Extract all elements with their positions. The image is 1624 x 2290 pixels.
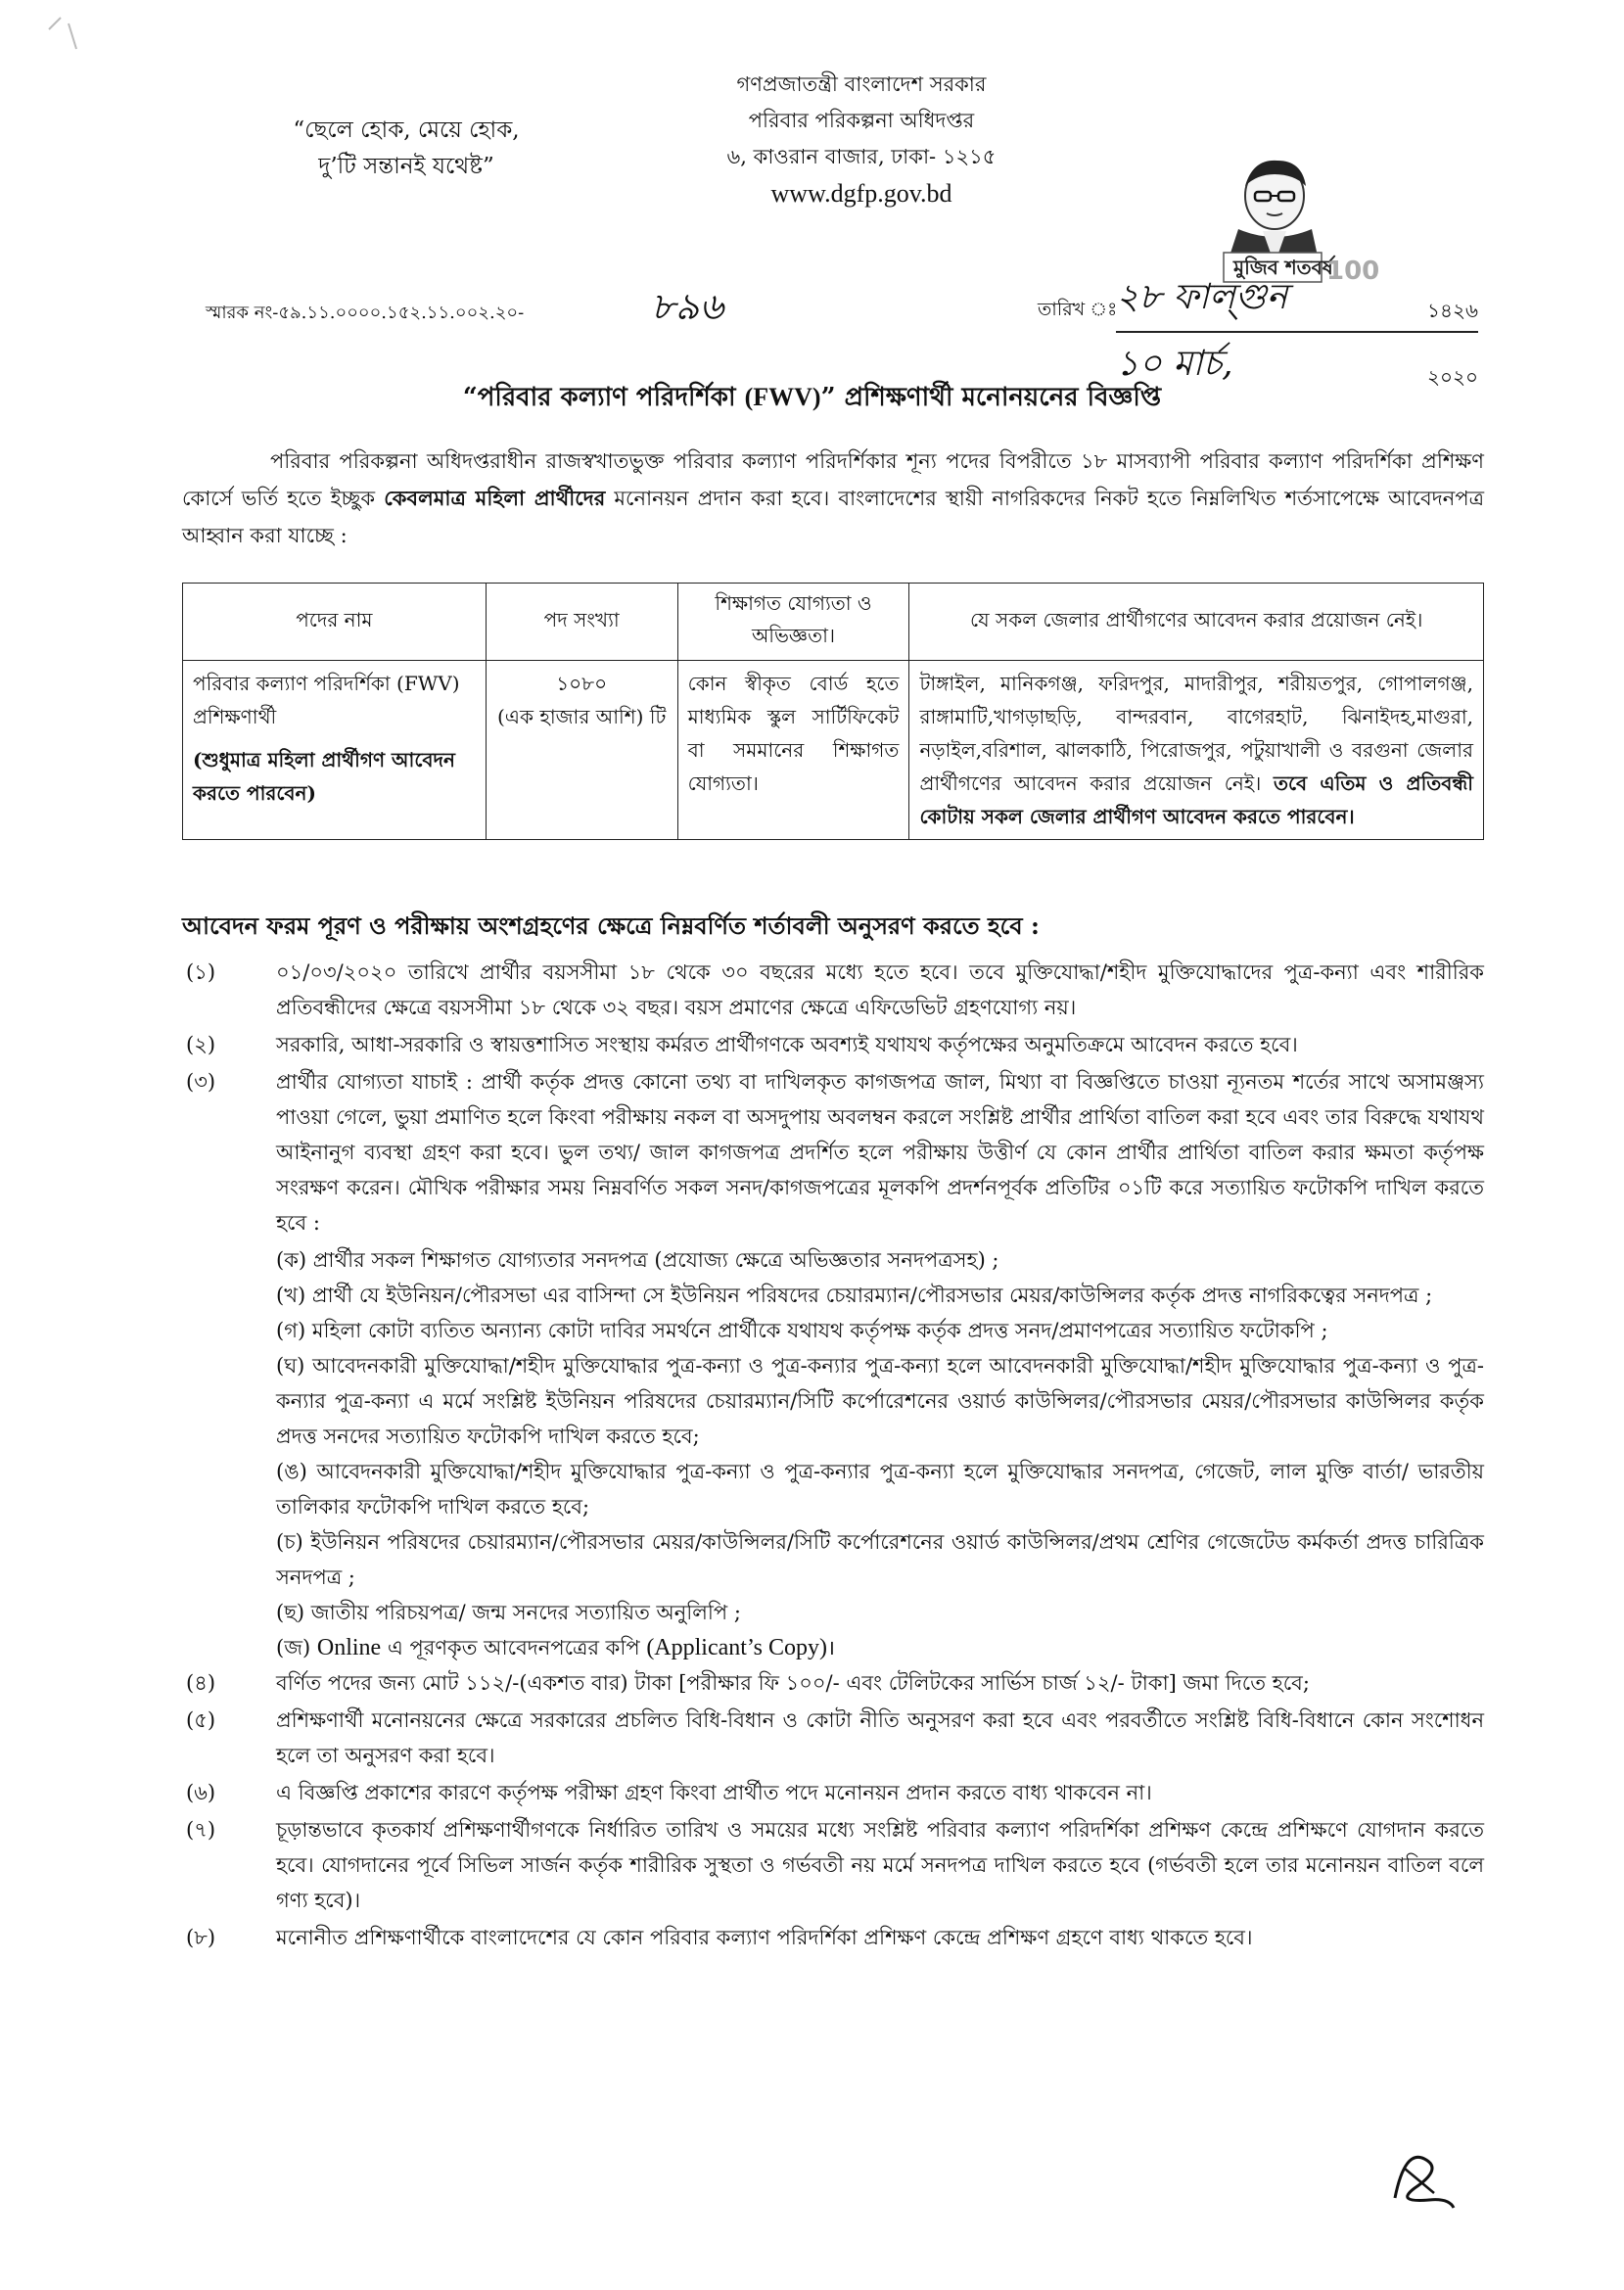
sub-item-j [182, 1630, 1484, 1665]
list-item-text: চূড়ান্তভাবে কৃতকার্য প্রশিক্ষণার্থীগণকে নির্ধারিত তারিখ ও সময়ের মধ্যে সংশ্লিষ্ট পরিবার কল্যাণ পরিদর্শিকা প্রশিক্ষণ কেন্দ্রে প্রশিক্ষণে যোগদান করতে হবে। যোগদানের পূর্বে সিভিল সার্জন কর্তৃক শারীরিক সুস্থতা ও গর্ভবতী নয় মর্মে সনদপত্র দাখিল করতে হবে (গর্ভবতী হলে তার মনোনয়ন বাতিল বলে গণ্য হবে)। [276, 1818, 1484, 1912]
post-name: পরিবার কল্যাণ পরিদর্শিকা (FWV) প্রশিক্ষণার্থী [193, 672, 460, 728]
slogan [245, 113, 568, 185]
sub-item: (ঙ) আবেদনকারী মুক্তিযোদ্ধা/শহীদ মুক্তিযোদ্ধার পুত্র-কন্যা ও পুত্র-কন্যার পুত্র-কন্যা হলে মুক্তিযোদ্ধার সনদপত্র, গেজেট, লাল মুক্তি বার্তা/ ভারতীয় তালিকার ফটোকপি দাখিল করতে হবে; [276, 1460, 1484, 1519]
list-item-number: (৪) [186, 1671, 216, 1695]
table-header-post-name: পদের নাম [183, 584, 487, 661]
table-header-excluded-districts: যে সকল জেলার প্রার্থীগণের আবেদন করার প্রয়োজন নেই। [909, 584, 1484, 661]
districts-exception: তবে এতিম ও প্রতিবন্ধী কোটায় সকল জেলার প্রার্থীগণ আবেদন করতে পারবেন। [919, 771, 1473, 828]
conditions-heading: আবেদন ফরম পূরণ ও পরীক্ষায় অংশগ্রহণের ক্ষেত্রে নিম্নবর্ণিত শর্তাবলী অনুসরণ করতে হবে : [182, 911, 1040, 940]
date-english-year: ২০২০ [1426, 365, 1478, 389]
list-item-text: প্রার্থীর যোগ্যতা যাচাই : প্রার্থী কর্তৃক প্রদত্ত কোনো তথ্য বা দাখিলকৃত কাগজপত্র জাল, মিথ্যা বা বিজ্ঞপ্তিতে চাওয়া ন্যূনতম শর্তের সাথে অসামঞ্জস্য পাওয়া গেলে, ভুয়া প্রমাণিত হলে কিংবা পরীক্ষায় নকল বা অসদুপায় অবলম্বন করলে সংশ্লিষ্ট প্রার্থীর প্রার্থিতা বাতিল করা হবে এবং তার বিরুদ্ধে যথাযথ আইনানুগ ব্যবস্থা গ্রহণ করা হবে। ভুল তথ্য/ জাল কাগজপত্র প্রদর্শিত হলে পরীক্ষায় উত্তীর্ণ যে কোন প্রার্থীর প্রার্থিতা বাতিল করার ক্ষমতা কর্তৃপক্ষ সংরক্ষণ করেন। মৌখিক পরীক্ষার সময় নিম্নবর্ণিত সকল সনদ/কাগজপত্রের মূলকপি প্রদর্শনপূর্বক প্রতিটির ০১টি করে সত্যায়িত ফটোকপি দাখিল করতে হবে : [276, 1070, 1484, 1235]
post-count-number: ১০৮০ [556, 672, 608, 695]
list-item-number: (৬) [186, 1781, 216, 1804]
slogan-line-2: দু’টি সন্তানই যথেষ্ট” [318, 154, 494, 179]
post-note: (শুধুমাত্র মহিলা প্রার্থীগণ আবেদন করতে পারবেন) [193, 748, 455, 805]
sub-item-j-middle: এ পূরণকৃত আবেদনপত্রের কপি [381, 1636, 647, 1659]
cell-districts [909, 661, 1484, 840]
list-item [182, 1812, 1484, 1918]
sub-item: (চ) ইউনিয়ন পরিষদের চেয়ারম্যান/পৌরসভার মেয়র/কাউন্সিলর/সিটি কর্পোরেশনের ওয়ার্ড কাউন্সিলর/প্রথম শ্রেণির গেজেটেড কর্মকর্তা প্রদত্ত চারিত্রিক সনদপত্র ; [276, 1530, 1484, 1589]
list-item-number: (৮) [186, 1926, 216, 1949]
memo-label: স্মারক নং-৫৯.১১.০০০০.১৫২.১১.০০২.২০- [206, 303, 525, 323]
scan-corner-mark [39, 10, 98, 69]
list-item [182, 1775, 1484, 1810]
list-item [182, 1703, 1484, 1773]
list-item-text: প্রশিক্ষণার্থী মনোনয়নের ক্ষেত্রে সরকারের প্রচলিত বিধি-বিধান ও কোটা নীতি অনুসরণ করা হবে এবং পরবর্তীতে সংশ্লিষ্ট বিধি-বিধানে কোন সংশোধন হলে তা অনুসরণ করা হবে। [276, 1708, 1484, 1767]
sub-item-j-copy: (Applicant’s Copy) [646, 1635, 827, 1660]
title-part-1: “পরিবার কল্যাণ পরিদর্শিকা [462, 383, 745, 412]
svg-text:100: 100 [1326, 257, 1380, 286]
intro-text-2: মনোনয়ন প্রদান করা হবে। বাংলাদেশের স্থায়ী নাগরিকদের নিকট হতে নিম্নলিখিত শর্তসাপেক্ষে আবেদনপত্র আহ্বান করা যাচ্ছে : [182, 487, 1484, 547]
title-fwv: (FWV) [744, 383, 821, 411]
notice-title [0, 377, 1624, 420]
list-item-text: এ বিজ্ঞপ্তি প্রকাশের কারণে কর্তৃপক্ষ পরীক্ষা গ্রহণ কিংবা প্রার্থীত পদে মনোনয়ন প্রদান করতে বাধ্য থাকবেন না। [276, 1781, 1152, 1804]
gov-line-2: পরিবার পরিকল্পনা অধিদপ্তর [748, 109, 975, 132]
list-item [182, 955, 1484, 1025]
sub-item-j-prefix: (জ) [276, 1636, 317, 1659]
sub-item-j-online: Online [316, 1635, 382, 1660]
list-item-number: (৫) [186, 1708, 216, 1732]
signature-icon [1375, 2139, 1463, 2218]
website: www.dgfp.gov.bd [770, 179, 952, 208]
title-part-3: ” প্রশিক্ষণার্থী মনোনয়নের বিজ্ঞপ্তি [820, 383, 1162, 412]
intro-text-bold: কেবলমাত্র মহিলা প্রার্থীদের [384, 486, 606, 510]
table-header-qualification: শিক্ষাগত যোগ্যতা ও অভিজ্ঞতা। [677, 584, 909, 661]
list-item-text: মনোনীত প্রশিক্ষণার্থীকে বাংলাদেশের যে কোন পরিবার কল্যাণ পরিদর্শিকা প্রশিক্ষণ কেন্দ্রে প্রশিক্ষণ গ্রহণে বাধ্য থাকতে হবে। [276, 1926, 1253, 1949]
intro-paragraph [182, 443, 1484, 554]
list-item-number: (২) [186, 1033, 216, 1056]
cell-qualification: কোন স্বীকৃত বোর্ড হতে মাধ্যমিক স্কুল সার্টিফিকেট বা সমমানের শিক্ষাগত যোগ্যতা। [677, 661, 909, 840]
posts-table [182, 583, 1484, 840]
list-item-number: (৩) [186, 1070, 216, 1094]
government-header [626, 67, 1096, 211]
list-item-number: (১) [186, 960, 216, 984]
post-count-words: (এক হাজার আশি) টি [496, 705, 667, 728]
date-english-handwritten: ১০ মার্চ, [1116, 344, 1233, 384]
gov-line-1: গণপ্রজাতন্ত্রী বাংলাদেশ সরকার [736, 72, 987, 96]
date-label: তারিখ ঃ [1038, 299, 1118, 320]
table-header-row [183, 584, 1484, 661]
memo-handwritten-number: ৮৯৬ [651, 285, 724, 328]
emblem-text: মুজিব শতবর্ষ [1233, 256, 1333, 279]
date-bangla-year: ১৪২৬ [1427, 299, 1478, 322]
table-header-post-count: পদ সংখ্যা [486, 584, 677, 661]
list-item [182, 1064, 1484, 1240]
list-item-text: সরকারি, আধা-সরকারি ও স্বায়ত্তশাসিত সংস্থায় কর্মরত প্রার্থীগণকে অবশ্যই যথাযথ কর্তৃপক্ষের অনুমতিক্রমে আবেদন করতে হবে। [276, 1033, 1298, 1056]
sub-item: (ঘ) আবেদনকারী মুক্তিযোদ্ধা/শহীদ মুক্তিযোদ্ধার পুত্র-কন্যা ও পুত্র-কন্যার পুত্র-কন্যা হলে আবেদনকারী মুক্তিযোদ্ধা/শহীদ মুক্তিযোদ্ধার পুত্র-কন্যা ও পুত্র-কন্যার পুত্র-কন্যা এ মর্মে সংশ্লিষ্ট ইউনিয়ন পরিষদের চেয়ারম্যান/সিটি কর্পোরেশনের ওয়ার্ড কাউন্সিলর/পৌরসভার মেয়র/পৌরসভার কাউন্সিলর কর্তৃক প্রদত্ত সনদের সত্যায়িত ফটোকপি দাখিল করতে হবে; [276, 1354, 1484, 1448]
list-item-number: (৭) [186, 1818, 216, 1842]
conditions-list [182, 955, 1484, 1957]
cell-post-name [183, 661, 487, 840]
list-item [182, 1027, 1484, 1062]
date-divider [1116, 331, 1478, 333]
list-item-text: বর্ণিত পদের জন্য মোট ১১২/-(একশত বার) টাকা [পরীক্ষার ফি ১০০/- এবং টেলিটকের সার্ভিস চার্জ ১২/- টাকা] জমা দিতে হবে; [276, 1671, 1310, 1695]
list-item [182, 1665, 1484, 1701]
slogan-line-1: “ছেলে হোক, মেয়ে হোক, [293, 117, 520, 143]
list-item [182, 1920, 1484, 1955]
list-item-text: ০১/০৩/২০২০ তারিখে প্রার্থীর বয়সসীমা ১৮ থেকে ৩০ বছরের মধ্যে হতে হবে। তবে মুক্তিযোদ্ধা/শহীদ মুক্তিযোদ্ধাদের পুত্র-কন্যা এবং শারীরিক প্রতিবন্ধীদের ক্ষেত্রে বয়সসীমা ১৮ থেকে ৩২ বছর। বয়স প্রমাণের ক্ষেত্রে এফিডেভিট গ্রহণযোগ্য নয়। [276, 960, 1484, 1019]
intro-text-1: পরিবার পরিকল্পনা অধিদপ্তরাধীন রাজস্বখাতভুক্ত পরিবার কল্যাণ পরিদর্শিকার শূন্য পদের বিপরীতে ১৮ মাসব্যাপী পরিবার কল্যাণ পরিদর্শিকা প্রশিক্ষণ কোর্সে ভর্তি হতে ইচ্ছুক [182, 449, 1484, 510]
sub-item: (ক) প্রার্থীর সকল শিক্ষাগত যোগ্যতার সনদপত্র (প্রযোজ্য ক্ষেত্রে অভিজ্ঞতার সনদপত্রসহ) ; [276, 1248, 999, 1272]
sub-item-j-end: । [826, 1636, 835, 1659]
sub-item: (ছ) জাতীয় পরিচয়পত্র/ জন্ম সনদের সত্যায়িত অনুলিপি ; [276, 1601, 741, 1624]
sub-item: (খ) প্রার্থী যে ইউনিয়ন/পৌরসভা এর বাসিন্দা সে ইউনিয়ন পরিষদের চেয়ারম্যান/পৌরসভার মেয়র/কাউন্সিলর কর্তৃক প্রদত্ত নাগরিকত্বের সনদপত্র ; [276, 1284, 1433, 1307]
date-bangla-handwritten: ২৮ ফাল্গুন [1116, 277, 1288, 317]
excluded-districts: টাঙ্গাইল, মানিকগঞ্জ, ফরিদপুর, মাদারীপুর, শরীয়তপুর, গোপালগঞ্জ, রাঙ্গামাটি,খাগড়াছড়ি, বান্দরবান, বাগেরহাট, ঝিনাইদহ,মাগুরা, নড়াইল,বরিশাল, ঝালকাঠি, পিরোজপুর, পটুয়াখালী ও বরগুনা জেলার প্রার্থীগণের আবেদন করার প্রয়োজন নেই। [919, 672, 1473, 795]
sub-item: (গ) মহিলা কোটা ব্যতিত অন্যান্য কোটা দাবির সমর্থনে প্রার্থীকে যথাযথ কর্তৃপক্ষ কর্তৃক প্রদত্ত সনদ/প্রমাণপত্রের সত্যায়িত ফটোকপি ; [276, 1319, 1328, 1342]
table-row [183, 661, 1484, 840]
cell-post-count [486, 661, 677, 840]
gov-line-3: ৬, কাওরান বাজার, ঢাকা- ১২১৫ [726, 145, 997, 168]
